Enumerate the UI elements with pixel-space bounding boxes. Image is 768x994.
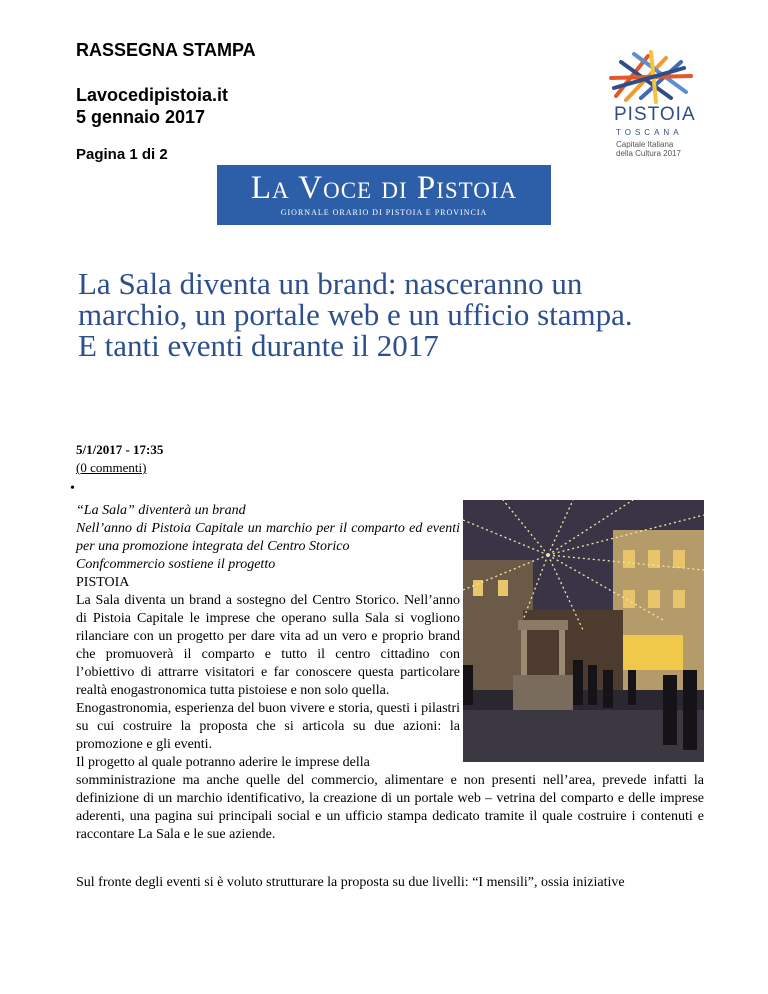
masthead-title: La Voce di Pistoia: [250, 170, 518, 206]
newspaper-masthead: [217, 165, 551, 225]
paragraph-3-rest: somministrazione ma anche quelle del commercio, alimentare e non presenti nell’area, prevede infatti la definizione di un marchio identificativo, la creazione di un portale web – vetrina del comparto e delle imprese aderenti, una pagina sui principali social e un ufficio stampa dedicato tramite il quale costruire i contenuti e raccontare La Sala e le sue aziende.: [76, 773, 704, 842]
intro-subtitle: Nell’anno di Pistoia Capitale un marchio per il comparto ed eventi per una promozione integrata del Centro Storico: [76, 521, 460, 554]
bullet-marker: •: [70, 481, 75, 496]
intro-title: “La Sala” diventerà un brand: [76, 503, 246, 518]
article-datetime: 5/1/2017 - 17:35: [76, 442, 164, 457]
paragraph-3-start: Il progetto al quale potranno aderire le imprese della: [76, 755, 370, 770]
paragraph-1: La Sala diventa un brand a sostegno del Centro Storico. Nell’anno di Pistoia Capitale le imprese che operano sulla Sala si vogliono rilanciare con un progetto per dare vita ad un vero e proprio brand che promuoverà il comparto e tutto il centro cittadino con l’obiettivo di attrarre visitatori e far conoscere questa particolare realtà enogastronomica tutta pistoiese e non solo quella.: [76, 593, 460, 698]
article-photo: [463, 500, 704, 762]
masthead-subtitle: GIORNALE ORARIO DI PISTOIA E PROVINCIA: [280, 208, 488, 217]
source-date: 5 gennaio 2017: [76, 107, 206, 127]
night-square-photo: [463, 500, 704, 762]
capitale-region: TOSCANA: [616, 128, 683, 137]
comments-link[interactable]: (0 commenti): [76, 460, 147, 475]
article-body-full: [76, 772, 704, 844]
paragraph-4: Sul fronte degli eventi si è voluto strutturare la proposta su due livelli: “I mensili”, ossia iniziative: [76, 875, 625, 890]
source-block: [76, 84, 228, 128]
paragraph-2: Enogastronomia, esperienza del buon vivere e storia, questi i pilastri su cui costruire la proposta che si articola su due azioni: la promozione e gli eventi.: [76, 701, 460, 752]
intro-sponsor: Confcommercio sostiene il progetto: [76, 557, 276, 572]
capitale-tagline: [616, 140, 681, 158]
page-indicator: Pagina 1 di 2: [76, 146, 168, 163]
article-headline: La Sala diventa un brand: nasceranno un marchio, un portale web e un ufficio stampa. E tanti eventi durante il 2017: [78, 266, 633, 363]
capitale-mark-icon: [596, 48, 706, 108]
press-review-label: RASSEGNA STAMPA: [76, 40, 256, 60]
pistoia-capitale-logo: [596, 48, 706, 160]
city-label: PISTOIA: [76, 575, 130, 590]
article-body-column: [76, 502, 460, 772]
capitale-tagline-2: della Cultura 2017: [616, 149, 681, 158]
capitale-name: PISTOIA: [614, 104, 696, 125]
source-name: Lavocedipistoia.it: [76, 85, 229, 105]
capitale-tagline-1: Capitale Italiana: [616, 140, 674, 149]
